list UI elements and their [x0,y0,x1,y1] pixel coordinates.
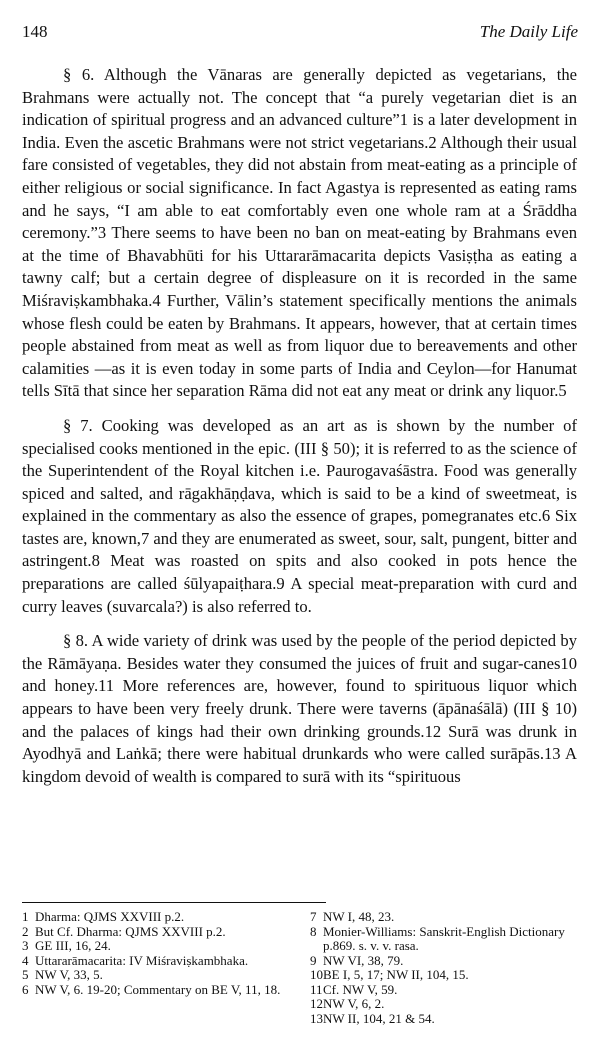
footnote-number: 11 [310,981,323,997]
running-title: The Daily Life [479,22,578,41]
footnote-number: 1 [22,909,29,924]
footnote [310,997,582,1012]
footnote [310,954,582,969]
footnote-text: Dharma: QJMS XXVIII p.2. [35,909,185,924]
footnote-text: NW V, 33, 5. [35,967,103,982]
footnote-divider [22,902,326,903]
footnote-text: Monier-Williams: Sanskrit-English Dictionary p.869. s. v. v. rasa. [323,923,565,953]
footnote-number: 4 [22,952,29,968]
paragraph-section-7: § 7. Cooking was developed as an art as is shown by the number of specialised cooks mentioned in the epic. (III § 50); it is referred to as the science of the Superintendent of the Royal kitchen i.e. Paurogavaśāstra. Food was generally spiced and salted, and rāgakhāṇḍava, which is said to be a kind of sweetmeat, is explained in the commentary as also the essence of grapes, pomegranates etc.6 Six tastes are, known,7 and they are enumerated as sweet, sour, salt, pungent, bitter and astringent.8 Meat was roasted on spits and also cooked in pots hence the preparations are called śūlyapaiṭhara.9 A special meat-preparation with curd and curry leaves (suvarcala?) is also referred to. [22,415,577,616]
footnote [310,910,582,925]
footnote [22,925,292,940]
footnote-number: 2 [22,923,29,939]
footnote-text: But Cf. Dharma: QJMS XXVIII p.2. [35,923,226,939]
footnote-number: 13 [310,1010,323,1026]
footnote-text: NW V, 6. 19-20; Commentary on BE V, 11, 18. [35,981,281,997]
page-header [22,22,578,48]
footnote-text: Uttararāmacarita: IV Miśraviṣkambhaka. [35,952,249,968]
footnote-number: 6 [22,981,29,997]
footnote [310,968,582,983]
footnote-number: 3 [22,938,29,953]
footnote-number: 7 [310,909,317,924]
footnote [310,925,582,954]
page-number: 148 [22,22,48,41]
footnote-text: NW VI, 38, 79. [323,952,404,968]
footnote-number: 8 [310,923,317,939]
footnote [310,983,582,998]
footnote-number: 12 [310,996,323,1011]
paragraph-section-8: § 8. A wide variety of drink was used by the people of the period depicted by the Rāmāyaṇa. Besides water they consumed the juices of fruit and sugar-canes10 and honey.11 More references are, however, found to spirituous liquor which appears to have been very freely drunk. There were taverns (āpānaśālā) (III § 10) and the palaces of kings had their own drinking grounds.12 Surā was drunk in Ayodhyā and Laṅkā; there were habitual drunkards who were called surāpās.13 A kingdom devoid of wealth is compared to surā with its “spirituous [22,631,577,786]
footnotes-left-column [22,910,292,997]
body-text [22,64,577,788]
footnote-text: NW II, 104, 21 & 54. [323,1010,435,1026]
footnote-text: GE III, 16, 24. [35,938,111,953]
footnote [22,983,292,998]
footnote [22,954,292,969]
footnote [22,939,292,954]
footnote-number: 10 [310,967,323,982]
footnote [22,910,292,925]
footnotes-right-column [310,910,582,1026]
footnote-text: Cf. NW V, 59. [323,981,398,997]
footnote-text: BE I, 5, 17; NW II, 104, 15. [323,967,469,982]
footnote [22,968,292,983]
paragraph-section-6: § 6. Although the Vānaras are generally depicted as vegetarians, the Brahmans were actually not. The concept that “a purely vegetarian diet is an indication of spiritual progress and an advanced culture”1 is a later development in India. Even the ascetic Brahmans were not strict vegetarians.2 Although their usual fare consisted of vegetables, they did not abstain from meat-eating as a principle of either religious or social significance. In fact Agastya is represented as eating rams and he says, “I am able to eat comfortably even one whole ram at a Śrāddha ceremony.”3 There seems to have been no ban on meat-eating by Brahmans even at the time of Bhavabhūti for his Uttararāmacarita depicts Vasiṣṭha as eating a tawny calf; but a certain degree of displeasure on it is recorded in the same Miśraviṣkambhaka.4 Further, Vālin’s statement specifically mentions the animals whose flesh could be eaten by Brahmans. It appears, however, that at certain times people abstained from meat as well as from liquor due to bereavements and other calamities —as it is even today in some parts of India and Ceylon—for Hanumat tells Sītā that since her separation Rāma did not eat any meat or drink any liquor.5 [22,65,577,401]
footnote [310,1012,582,1027]
footnote-text: NW I, 48, 23. [323,909,395,924]
footnote-text: NW V, 6, 2. [323,996,385,1011]
footnote-number: 9 [310,952,317,968]
footnote-number: 5 [22,967,29,982]
